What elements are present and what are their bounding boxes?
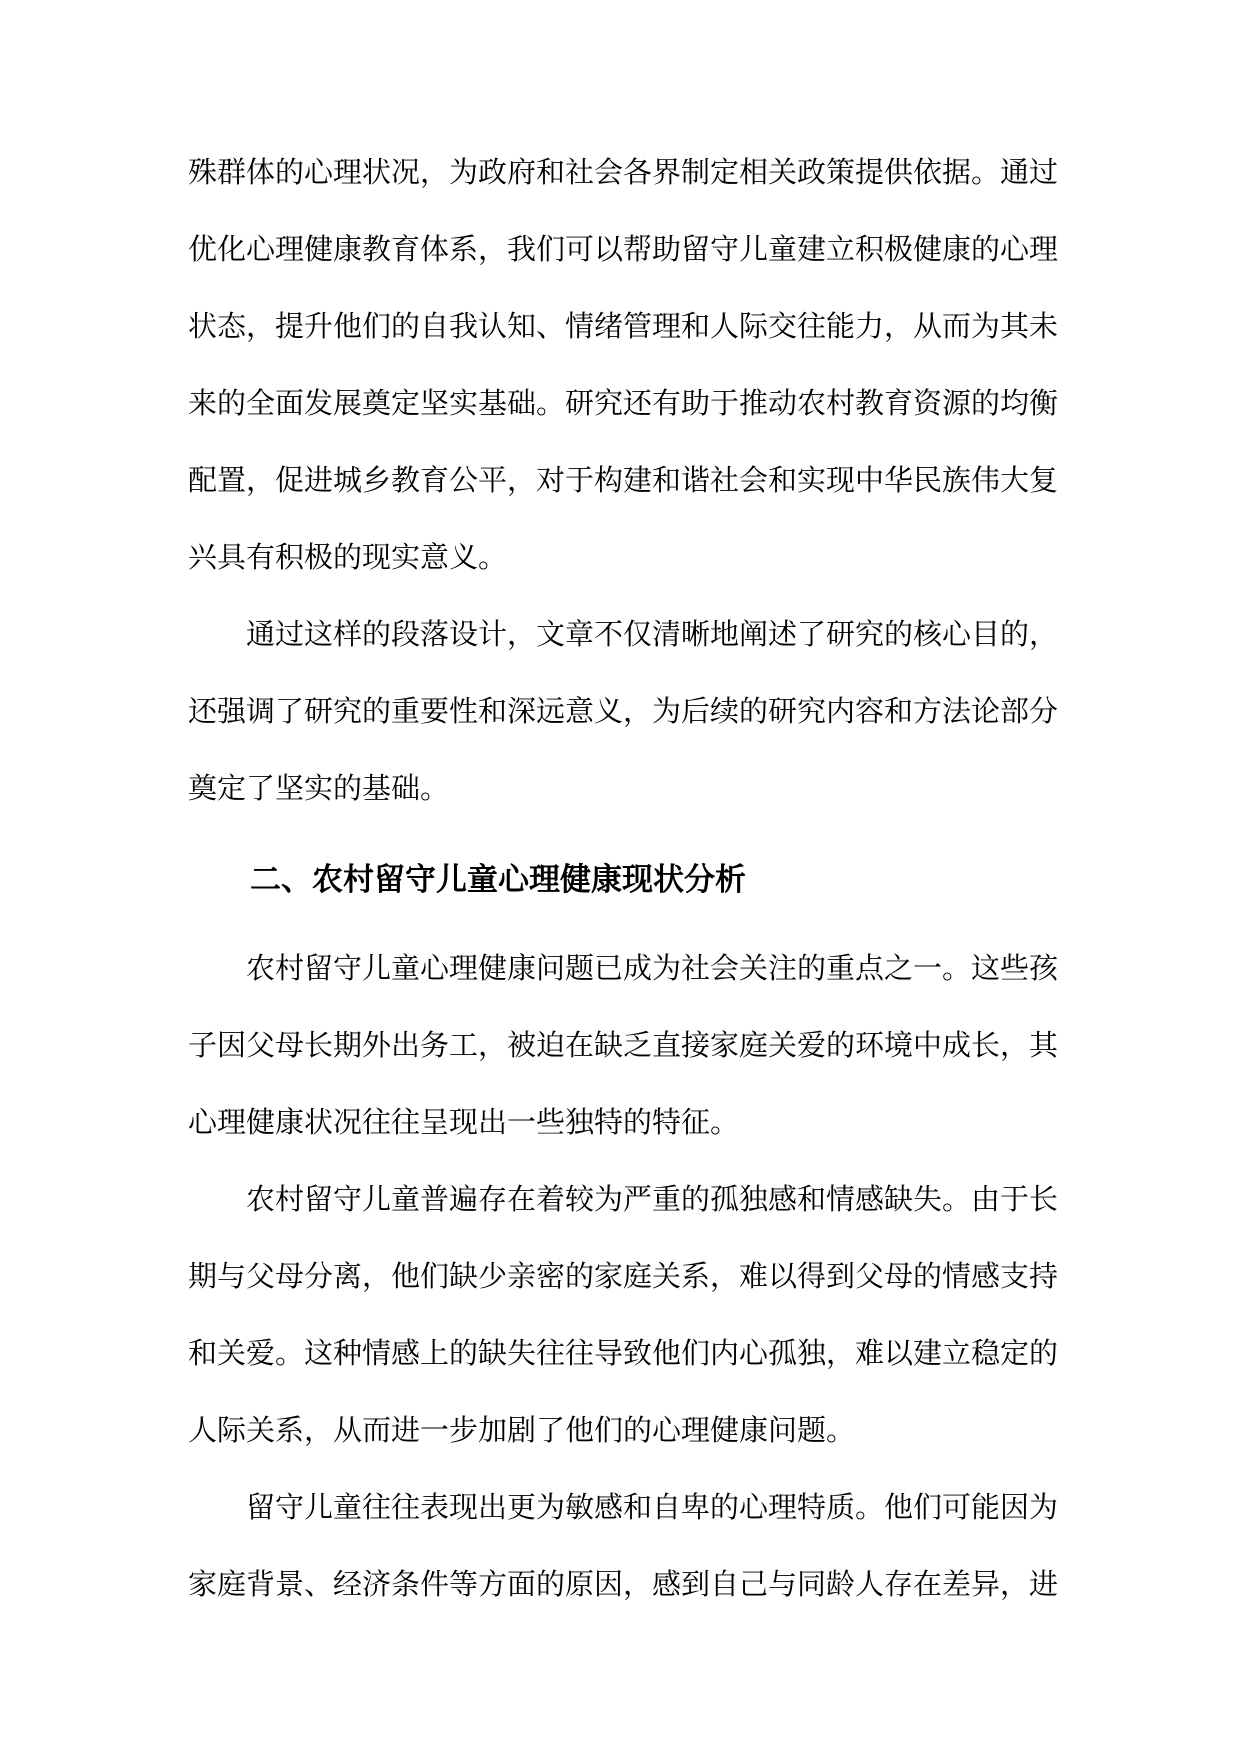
text-line: 通过这样的段落设计，文章不仅清晰地阐述了研究的核心目的， [246,617,1059,651]
text-line: 人际关系，从而进一步加剧了他们的心理健康问题。 [188,1413,856,1447]
text-line: 农村留守儿童普遍存在着较为严重的孤独感和情感缺失。由于长 [246,1182,1059,1216]
text-line: 兴具有积极的现实意义。 [188,540,508,574]
section-paragraph [188,1161,1068,1469]
section-paragraph [188,930,1068,1161]
text-line: 心理健康状况往往呈现出一些独特的特征。 [188,1105,740,1139]
section-paragraph [188,1469,1068,1623]
text-line: 期与父母分离，他们缺少亲密的家庭关系，难以得到父母的情感支持 [188,1259,1059,1293]
text-line: 殊群体的心理状况，为政府和社会各界制定相关政策提供依据。通过 [188,155,1059,189]
paragraph-summary [188,596,1068,827]
text-line: 子因父母长期外出务工，被迫在缺乏直接家庭关爱的环境中成长，其 [188,1028,1059,1062]
text-line: 家庭背景、经济条件等方面的原因，感到自己与同龄人存在差异，进 [188,1567,1059,1601]
text-line: 状态，提升他们的自我认知、情绪管理和人际交往能力，从而为其未 [188,309,1059,343]
text-line: 留守儿童往往表现出更为敏感和自卑的心理特质。他们可能因为 [246,1490,1059,1524]
text-line: 来的全面发展奠定坚实基础。研究还有助于推动农村教育资源的均衡 [188,386,1059,420]
text-line: 和关爱。这种情感上的缺失往往导致他们内心孤独，难以建立稳定的 [188,1336,1059,1370]
text-line: 优化心理健康教育体系，我们可以帮助留守儿童建立积极健康的心理 [188,232,1059,266]
text-line: 配置，促进城乡教育公平，对于构建和谐社会和实现中华民族伟大复 [188,463,1059,497]
section-heading: 二、农村留守儿童心理健康现状分析 [250,862,746,898]
paragraph-continuation [188,134,1068,596]
text-line: 奠定了坚实的基础。 [188,771,450,805]
text-line: 还强调了研究的重要性和深远意义，为后续的研究内容和方法论部分 [188,694,1059,728]
text-line: 农村留守儿童心理健康问题已成为社会关注的重点之一。这些孩 [246,951,1059,985]
